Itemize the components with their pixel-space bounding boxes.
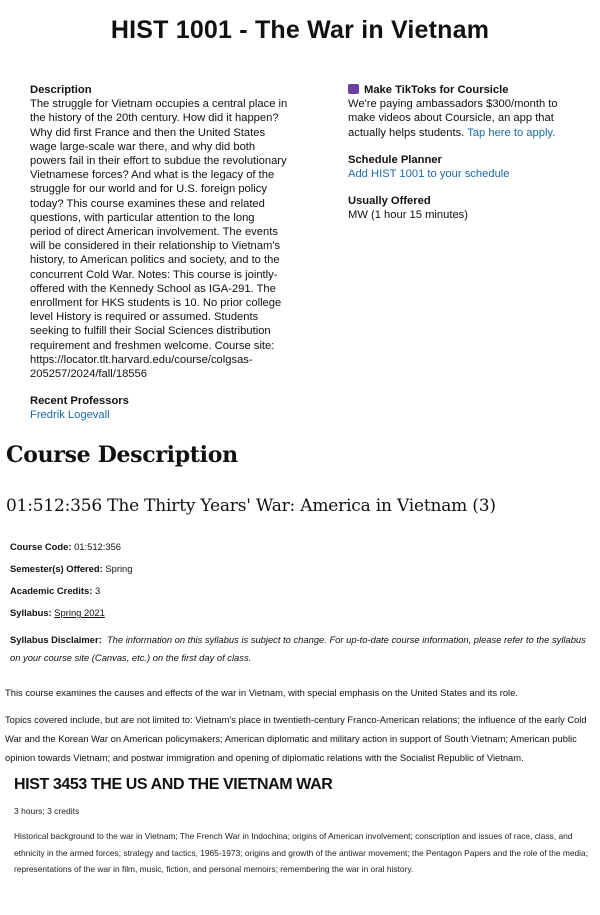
rutgers-section <box>0 440 600 763</box>
right-column <box>348 83 588 236</box>
promo-block <box>348 83 588 140</box>
syllabus-row <box>10 607 105 618</box>
hist3453-section <box>0 760 600 915</box>
field-label: Semester(s) Offered: <box>10 563 103 574</box>
course-paragraph-2: Topics covered include, but are not limited to: Vietnam's place in twentieth-century Franco-American relations; the influence of the early Cold War and the Korean War on American policymakers; American diplomatic and military action in support of South Vietnam; American public opinion towards Vietnam; and postwar immigration and opening of diplomatic relations with the Socialist Republic of Vietnam. <box>5 714 587 763</box>
promo-title-row <box>348 83 588 97</box>
professor-link[interactable]: Fredrik Logevall <box>30 409 110 422</box>
hist3453-credits: 3 hours; 3 credits <box>14 806 80 816</box>
course-code-row <box>10 541 121 552</box>
syllabus-disclaimer <box>10 631 590 667</box>
recent-professors-label: Recent Professors <box>30 395 129 408</box>
field-value: Spring <box>105 563 133 574</box>
camera-icon <box>348 84 359 94</box>
offered-block <box>348 194 588 222</box>
description-label: Description <box>30 84 92 96</box>
apply-link[interactable]: Tap here to apply. <box>467 126 556 139</box>
description-block <box>30 83 288 381</box>
coursicle-section <box>0 0 600 440</box>
promo-text-row <box>348 97 588 140</box>
course-title: 01:512:356 The Thirty Years' War: America in Vietnam (3) <box>6 496 496 516</box>
semester-row <box>10 563 132 574</box>
hist3453-description: Historical background to the war in Vietnam; The French War in Indochina; origins of American involvement; conscription and issues of race, class, and ethnicity in the armed forces; strategy and tactics, 1965-1973; origins and growth of the antiwar movement; the Pentagon Papers and the role of the media; representations of the war in film, music, fiction, and personal memoirs; remembering the war in oral history. <box>14 831 589 874</box>
field-value: 01:512:356 <box>74 541 121 552</box>
add-to-schedule-link[interactable]: Add HIST 1001 to your schedule <box>348 168 510 181</box>
page-title: HIST 1001 - The War in Vietnam <box>110 16 490 44</box>
offered-label: Usually Offered <box>348 195 431 208</box>
left-column <box>30 83 288 423</box>
disclaimer-text: The information on this syllabus is subject to change. For up-to-date course information, please refer to the syllabus on your course site (Canvas, etc.) on the first day of class. <box>10 634 586 663</box>
disclaimer-label: Syllabus Disclaimer: <box>10 634 102 645</box>
hist3453-title: HIST 3453 THE US AND THE VIETNAM WAR <box>14 776 333 793</box>
promo-text: We're paying ambassadors $300/month to make videos about Coursicle, an app that actually helps students. <box>348 98 558 139</box>
credits-row <box>10 585 100 596</box>
promo-title: Make TikToks for Coursicle <box>364 84 509 96</box>
course-paragraph-1: This course examines the causes and effects of the war in Vietnam, with special emphasis on the United States and its role. <box>5 687 518 698</box>
planner-label: Schedule Planner <box>348 153 442 166</box>
planner-block <box>348 153 588 181</box>
syllabus-link[interactable]: Spring 2021 <box>54 607 105 618</box>
field-label: Academic Credits: <box>10 585 93 596</box>
field-value: 3 <box>94 585 101 596</box>
description-text: The struggle for Vietnam occupies a central place in the history of the 20th century. How did it happen? Why did first France and then the United States wage large-scale war there, and why did both powers fail in their effort to subdue the revolutionary Vietnamese forces? And what is the legacy of the struggle for our world and for U.S. foreign policy today? This course examines these and related questions, with particular attention to the long period of direct American involvement. The events will be considered in their relationship to Vietnam's history, to American politics and society, and to the concurrent Cold War. Notes: This course is jointly-offered with the Kennedy School as IGA-291. The enrollment for HKS students is 10. No prior college level History is required or assumed. Students seeking to fulfill their Social Sciences distribution requirement and freshmen welcome. Course site: https://locator.tlt.harvard.edu/course/colgsas-205257/2024/fall/18556 <box>30 98 288 381</box>
recent-professors-block <box>30 394 288 422</box>
offered-value: MW (1 hour 15 minutes) <box>348 209 468 222</box>
field-label: Course Code: <box>10 541 72 552</box>
field-label: Syllabus: <box>10 607 52 618</box>
course-description-heading: Course Description <box>6 442 238 468</box>
